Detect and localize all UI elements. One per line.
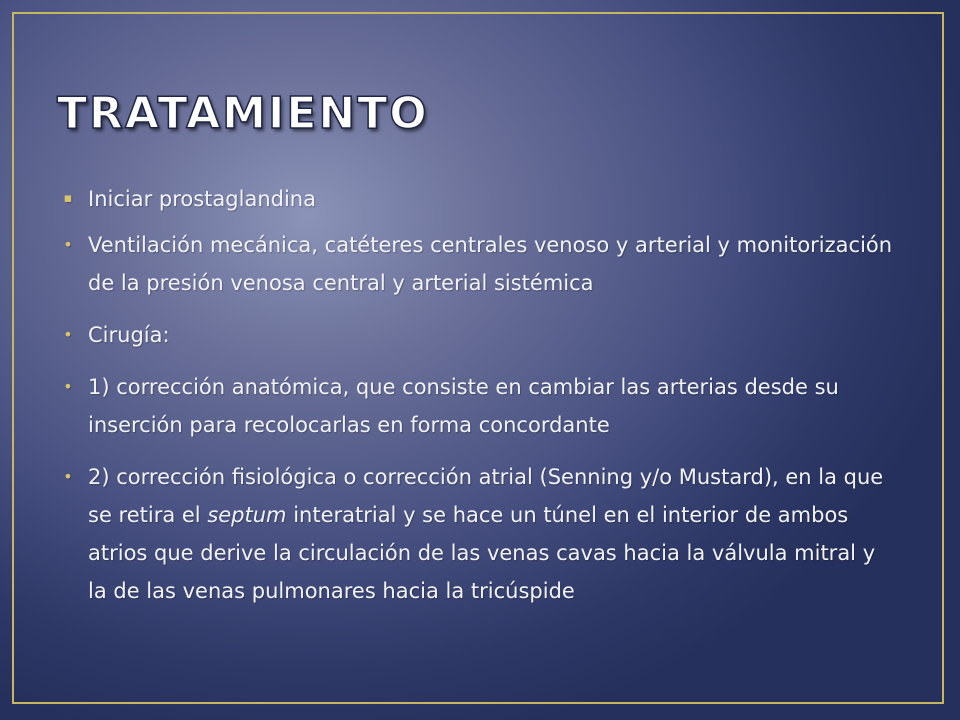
- list-item: [58, 316, 898, 354]
- list-item-text: Cirugía:: [88, 323, 170, 347]
- list-item-number: 1): [88, 375, 110, 399]
- italic-term: septum: [207, 503, 287, 527]
- square-bullet-icon: ▪: [63, 191, 73, 206]
- list-item: [58, 458, 898, 610]
- bullet-icon: •: [63, 325, 73, 344]
- list-item-number: 2): [88, 465, 110, 489]
- list-item-text-continued: interatrial y se hace un túnel en el interior de ambos atrios que derive la circulación de las venas cavas hacia la válvula mitral y la de las venas pulmonares hacia la tricúspide: [88, 503, 876, 603]
- bullet-icon: •: [63, 377, 73, 396]
- list-item-text: Ventilación mecánica, catéteres centrales venoso y arterial y monitorización de la presión venosa central y arterial sistémica: [88, 233, 893, 295]
- slide-body: [58, 180, 898, 624]
- bullet-icon: •: [63, 467, 73, 486]
- list-item-text: corrección fisiológica o corrección atrial (Senning y/o Mustard), en la que se retira el: [88, 465, 884, 527]
- list-item-text: corrección anatómica, que consiste en cambiar las arterias desde su inserción para recolocarlas en forma concordante: [88, 375, 839, 437]
- list-item: [58, 180, 898, 218]
- list-item: [58, 368, 898, 444]
- bullet-icon: •: [63, 235, 73, 254]
- slide-title: TRATAMIENTO: [57, 88, 429, 139]
- list-item-text: Iniciar prostaglandina: [88, 187, 316, 211]
- list-item: [58, 226, 898, 302]
